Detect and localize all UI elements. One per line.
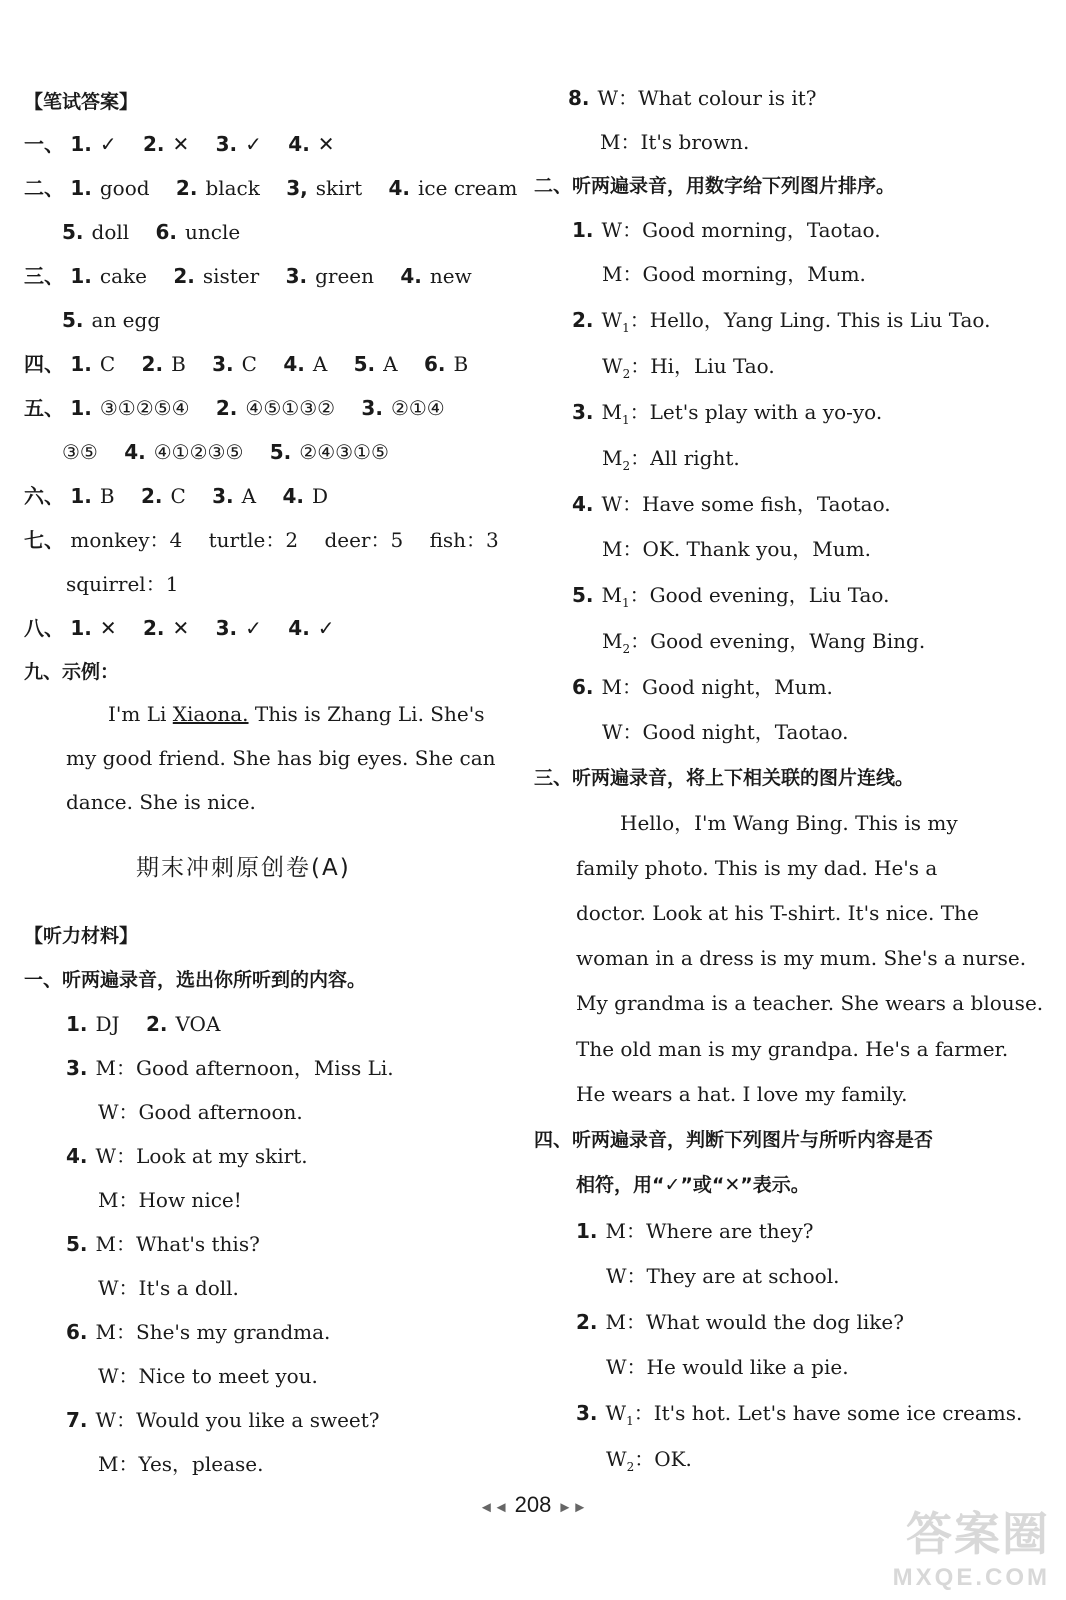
p4-dialogue-2-reply: W：He would like a pie.	[606, 1355, 849, 1379]
cross-icon: ✕	[317, 132, 335, 156]
dialogue-4: 4. W：Look at my skirt.	[66, 1144, 308, 1168]
p3-passage-line: family photo. This is my dad. He's a	[576, 856, 938, 880]
answer-section-3: 三、 1. cake 2. sister 3. green 4. new	[24, 264, 472, 288]
written-answers-heading: 【笔试答案】	[24, 91, 139, 113]
listening-materials-heading: 【听力材料】	[24, 925, 139, 947]
p3-passage-line: My grandma is a teacher. She wears a blouse.	[576, 991, 1044, 1015]
p4-dialogue-2: 2. M：What would the dog like?	[576, 1310, 904, 1334]
p2-dialogue-6-reply: W：Good night，Taotao.	[602, 720, 849, 744]
p4-dialogue-1-reply: W：They are at school.	[606, 1264, 840, 1288]
dialogue-4-reply: M：How nice!	[98, 1188, 242, 1212]
listening-part-3-heading: 三、听两遍录音，将上下相关联的图片连线。	[534, 767, 915, 789]
p3-passage-line: Hello，I'm Wang Bing. This is my	[620, 811, 958, 835]
p2-dialogue-2-reply: $W_2$：Hi，Liu Tao.	[602, 354, 775, 381]
p4-dialogue-3-reply: $W_2$：OK.	[606, 1447, 692, 1474]
answer-section-5: 五、 1. ③①②⑤④ 2. ④⑤①③② 3. ②①④	[24, 396, 445, 420]
p4-dialogue-1: 1. M：Where are they?	[576, 1219, 814, 1243]
check-icon: ✓	[245, 616, 262, 640]
sample-paragraph-line-2: my good friend. She has big eyes. She can	[66, 746, 496, 770]
dialogue-5-reply: W：It's a doll.	[98, 1276, 239, 1300]
p2-dialogue-1: 1. W：Good morning，Taotao.	[572, 218, 881, 242]
dialogue-7: 7. W：Would you like a sweet?	[66, 1408, 380, 1432]
exam-title: 期末冲刺原创卷(A)	[136, 855, 351, 881]
listening-part-1-heading: 一、听两遍录音，选出你所听到的内容。	[24, 969, 367, 991]
sample-paragraph-line-1: I'm Li Xiaona. This is Zhang Li. She's	[108, 702, 485, 726]
p2-dialogue-5-reply: $M_2$：Good evening，Wang Bing.	[602, 629, 926, 656]
dialogue-7-reply: M：Yes，please.	[98, 1452, 264, 1476]
p3-passage-line: The old man is my grandpa. He's a farmer.	[576, 1037, 1009, 1061]
dialogue-8: 8. W：What colour is it?	[568, 86, 817, 110]
p2-dialogue-3: 3. $M_1$：Let's play with a yo-yo.	[572, 400, 883, 427]
sample-paragraph-line-3: dance. She is nice.	[66, 790, 256, 814]
check-icon: ✓	[99, 132, 117, 156]
dialogue-5: 5. M：What's this?	[66, 1232, 260, 1256]
p2-dialogue-6: 6. M：Good night，Mum.	[572, 675, 833, 699]
answer-section-7: 七、 monkey：4 turtle：2 deer：5 fish：3	[24, 528, 499, 552]
p2-dialogue-4: 4. W：Have some fish，Taotao.	[572, 492, 891, 516]
cross-icon: ✕	[99, 616, 117, 640]
p2-dialogue-3-reply: $M_2$：All right.	[602, 446, 740, 473]
cross-icon: ✕	[172, 616, 190, 640]
p3-passage-line: doctor. Look at his T-shirt. It's nice. The	[576, 901, 979, 925]
answer-section-7-cont: squirrel：1	[66, 572, 179, 596]
answer-section-4: 四、 1. C 2. B 3. C 4. A 5. A 6. B	[24, 352, 469, 376]
answer-section-2-cont: 5. doll 6. uncle	[62, 220, 241, 244]
p2-dialogue-1-reply: M：Good morning，Mum.	[602, 262, 866, 286]
p3-passage-line: woman in a dress is my mum. She's a nurse.	[576, 946, 1027, 970]
dialogue-8-reply: M：It's brown.	[600, 130, 750, 154]
answer-section-9-label: 九、示例：	[24, 661, 120, 683]
p4-dialogue-3: 3. $W_1$：It's hot. Let's have some ice creams.	[576, 1401, 1023, 1428]
cross-icon: ✕	[172, 132, 190, 156]
dialogue-3: 3. M：Good afternoon，Miss Li.	[66, 1056, 394, 1080]
dialogue-6-reply: W：Nice to meet you.	[98, 1364, 318, 1388]
watermark-logo: 答案圈 MXQE.COM	[892, 1508, 1050, 1591]
answer-section-3-cont: 5. an egg	[62, 308, 161, 332]
listening-part-2-heading: 二、听两遍录音，用数字给下列图片排序。	[534, 175, 896, 197]
listening-item-1-2: 1. DJ 2. VOA	[66, 1012, 221, 1036]
p2-dialogue-2: 2. $W_1$：Hello，Yang Ling. This is Liu Tao.	[572, 308, 991, 335]
page-number: 208	[514, 1492, 552, 1517]
p2-dialogue-4-reply: M：OK. Thank you，Mum.	[602, 537, 871, 561]
p3-passage-line: He wears a hat. I love my family.	[576, 1082, 908, 1106]
check-icon: ✓	[245, 132, 262, 156]
answer-section-2: 二、 1. good 2. black 3, skirt 4. ice cream	[24, 176, 518, 200]
dialogue-3-reply: W：Good afternoon.	[98, 1100, 303, 1124]
answer-section-5-cont: ③⑤ 4. ④①②③⑤ 5. ②④③①⑤	[62, 440, 389, 464]
p2-dialogue-5: 5. $M_1$：Good evening，Liu Tao.	[572, 583, 890, 610]
next-page-icon: ►►	[557, 1499, 588, 1516]
listening-part-4-heading-cont: 相符，用“✓”或“✕”表示。	[576, 1174, 810, 1196]
answer-section-6: 六、 1. B 2. C 3. A 4. D	[24, 484, 329, 508]
listening-part-4-heading: 四、听两遍录音，判断下列图片与所听内容是否	[534, 1129, 934, 1151]
previous-page-icon: ◄◄	[478, 1499, 509, 1516]
dialogue-6: 6. M：She's my grandma.	[66, 1320, 331, 1344]
answer-section-8: 八、 1. ✕ 2. ✕ 3. ✓ 4. ✓	[24, 616, 335, 640]
check-icon: ✓	[317, 616, 335, 640]
answer-section-1: 一、 1. ✓ 2. ✕ 3. ✓ 4. ✕	[24, 132, 335, 156]
